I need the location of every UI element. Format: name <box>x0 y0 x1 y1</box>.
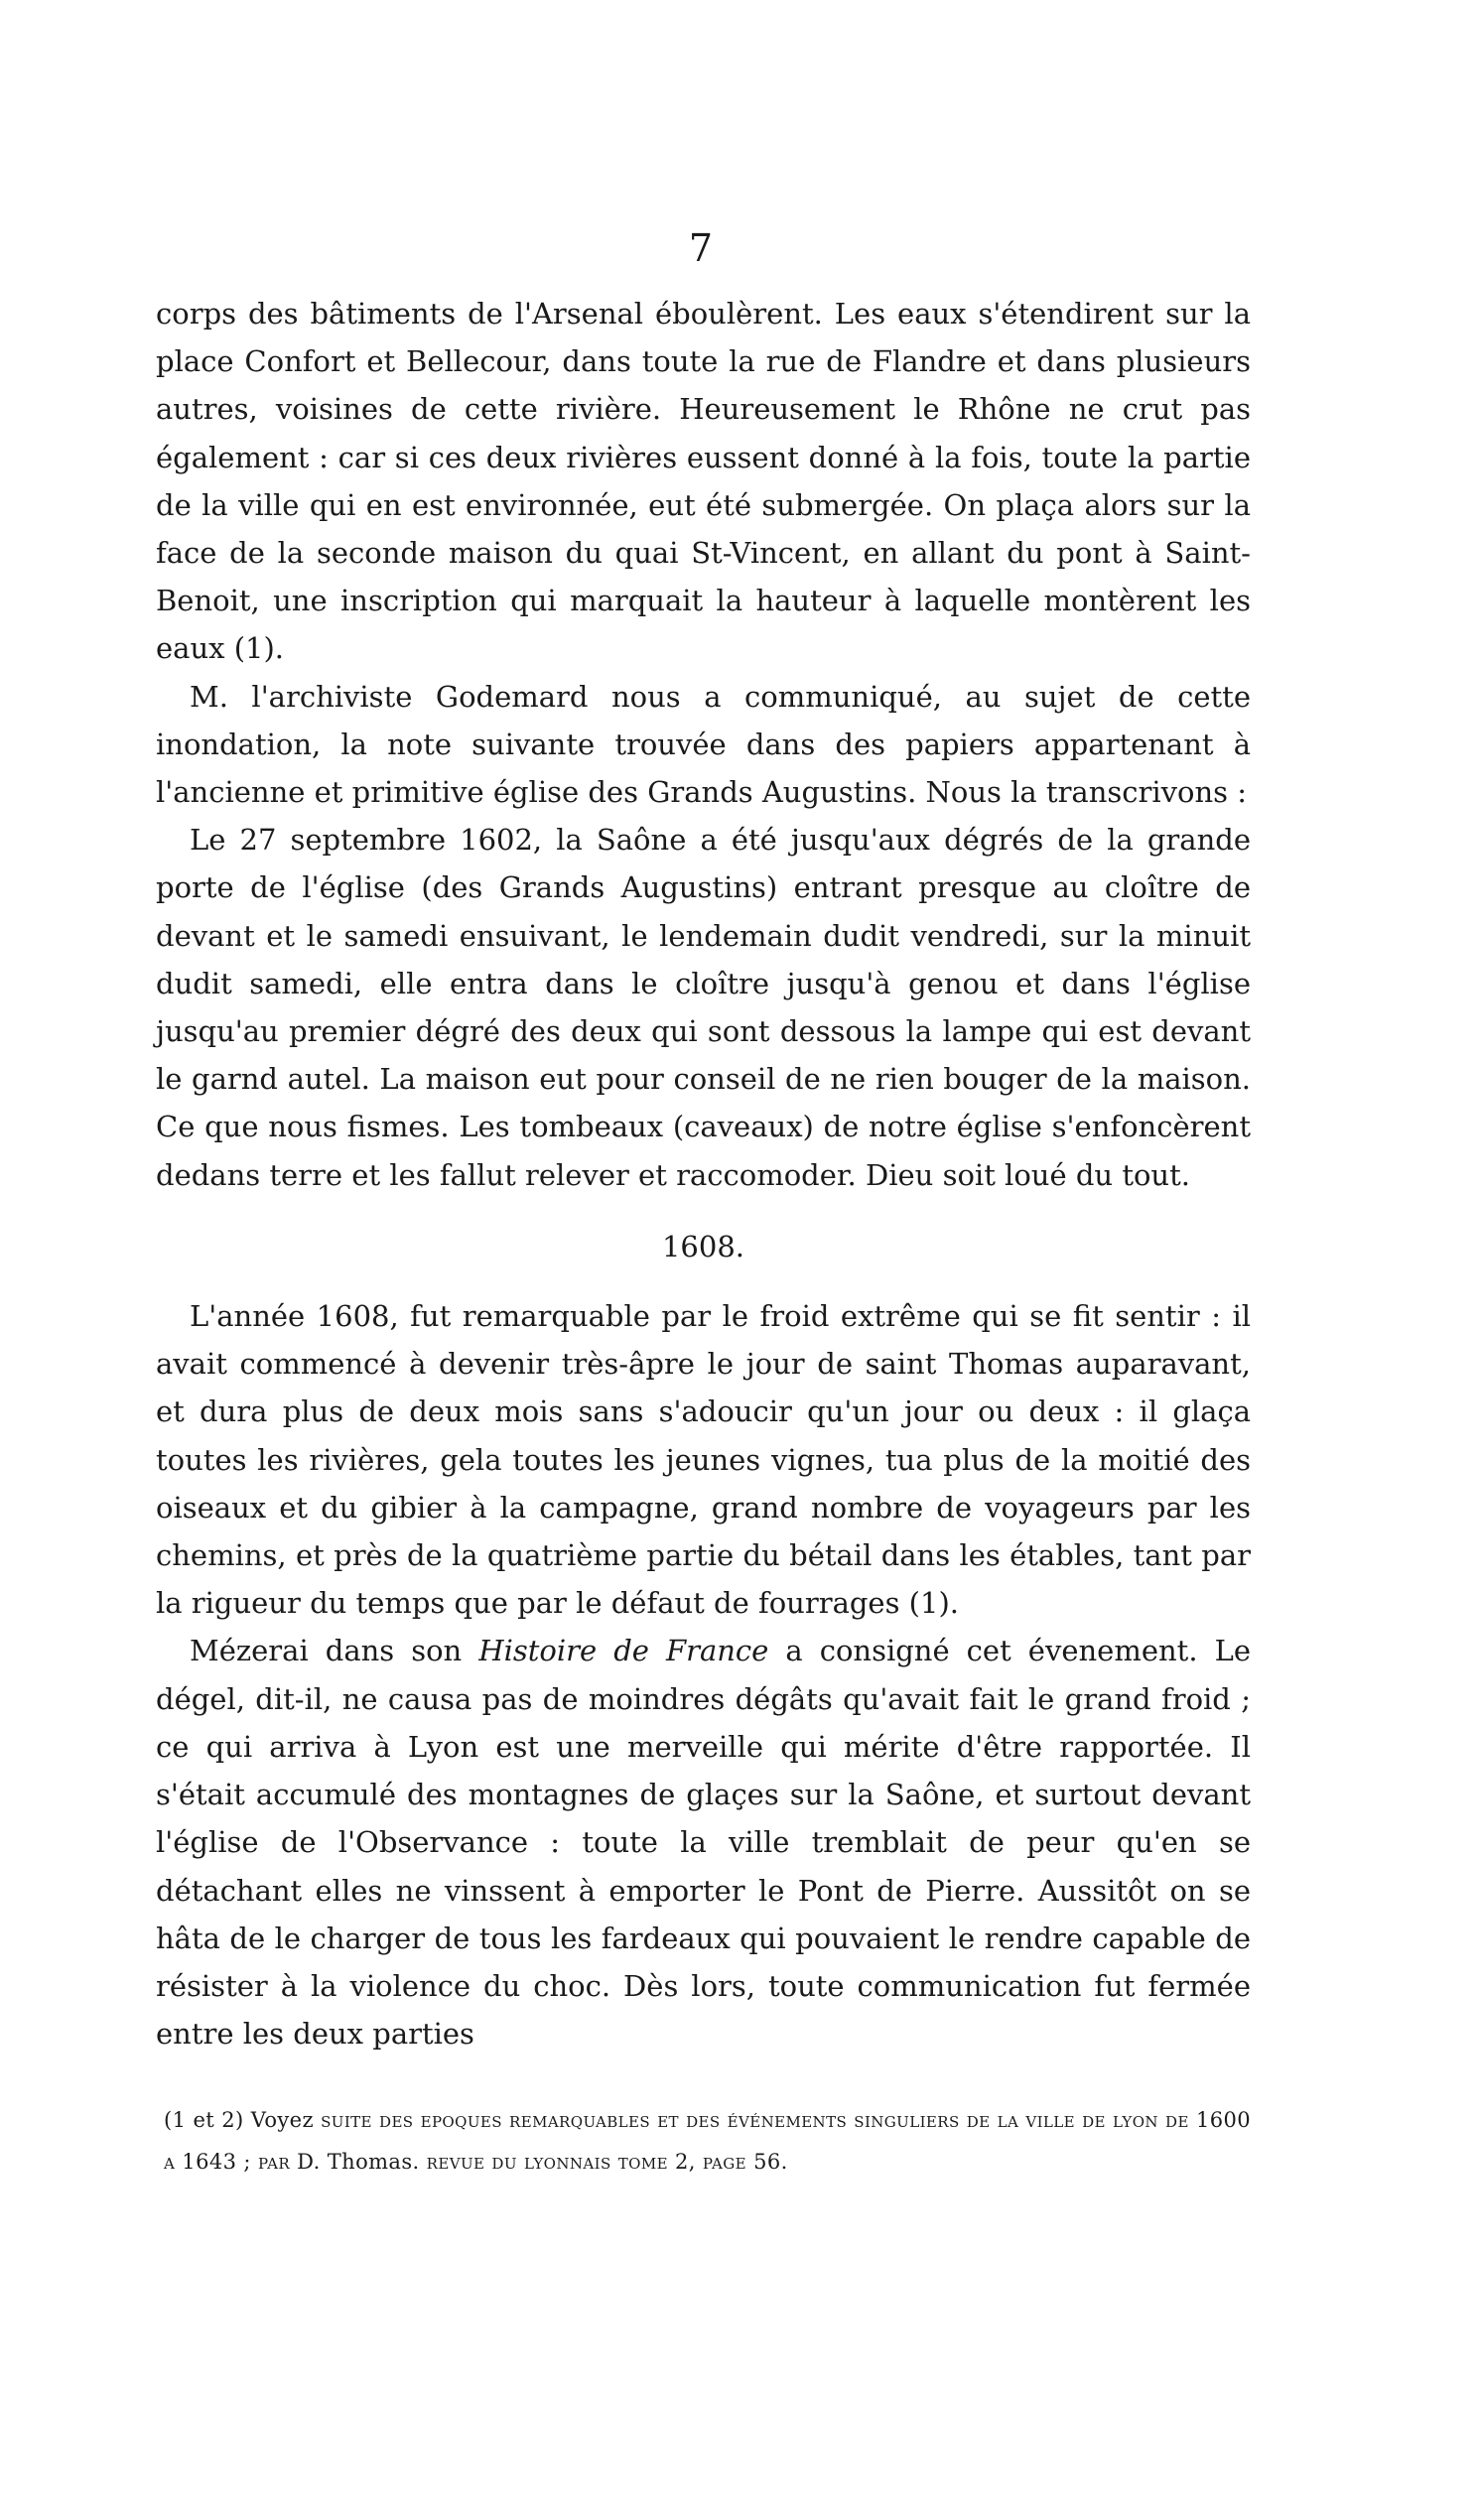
paragraph-mezerai <box>156 1627 1251 2057</box>
footnote <box>164 2099 1251 2183</box>
body-text <box>156 290 1251 2057</box>
paragraph-arsenal-flood: corps des bâtiments de l'Arsenal éboulèrent. Les eaux s'étendirent sur la place Confort et Bellecour, dans toute la rue de Flandre et dans plusieurs autres, voisines de cette rivière. Heureusement le Rhône ne crut pas également : car si ces deux rivières eussent donné à la fois, toute la partie de la ville qui en est environnée, eut été submergée. On plaça alors sur la face de la seconde maison du quai St-Vincent, en allant du pont à Saint-Benoit, une inscription qui marquait la hauteur à laquelle montèrent les eaux (1). <box>156 297 1251 666</box>
footnote-ref: (1 et 2) Voyez <box>164 2108 314 2132</box>
year-heading: 1608. <box>661 1229 745 1263</box>
footnote-author: D. Thomas. <box>297 2150 420 2174</box>
book-title-histoire-de-france: Histoire de France <box>478 1634 769 1668</box>
paragraph-godemard-note: M. l'archiviste Godemard nous a communiqué, au sujet de cette inondation, la note suivante trouvée dans des papiers appartenant à l'ancienne et primitive église des Grands Augustins. Nous la transcrivons : <box>156 679 1251 810</box>
mezerai-text-start: Mézerai dans son <box>190 1634 479 1668</box>
paragraph-cold-1608: L'année 1608, fut remarquable par le froid extrême qui se fit sentir : il avait commencé à devenir très-âpre le jour de saint Thomas auparavant, et dura plus de deux mois sans s'adoucir qu'un jour ou deux : il glaça toutes les rivières, gela toutes les jeunes vignes, tua plus de la moitié des oiseaux et du gibier à la campagne, grand nombre de voyageurs par les chemins, et près de la quatrième partie du bétail dans les étables, tant par la rigueur du temps que par le défaut de fourrages (1). <box>156 1299 1251 1621</box>
footnote-text: suite des epoques remarquables et des événements singuliers de la ville de lyon de 1600 a 1643 ; par <box>164 2108 1251 2174</box>
mezerai-text-rest: a consigné cet évenement. Le dégel, dit-il, ne causa pas de moindres dégâts qu'avait fait le grand froid ; ce qui arriva à Lyon est une merveille qui mérite d'être rapportée. Il s'était accumulé des montagnes de glaçes sur la Saône, et surtout devant l'église de l'Observance : toute la ville tremblait de peur qu'en se détachant elles ne vinssent à emporter le Pont de Pierre. Aussitôt on se hâta de le charger de tous les fardeaux qui pouvaient le rendre capable de résister à la violence du choc. Dès lors, toute communication fut fermée entre les deux parties <box>156 1634 1252 2052</box>
paragraph-augustins-transcription: Le 27 septembre 1602, la Saône a été jusqu'aux dégrés de la grande porte de l'église (des Grands Augustins) entrant presque au cloître de devant et le samedi ensuivant, le lendemain dudit vendredi, sur la minuit dudit samedi, elle entra dans le cloître jusqu'à genou et dans l'église jusqu'au premier dégré des deux qui sont dessous la lampe qui est devant le garnd autel. La maison eut pour conseil de ne rien bouger de la maison. Ce que nous fismes. Les tombeaux (caveaux) de notre église s'enfoncèrent dedans terre et les fallut relever et raccomoder. Dieu soit loué du tout. <box>156 823 1251 1192</box>
footnote-tail: revue du lyonnais tome 2, page 56. <box>419 2150 788 2174</box>
page-number: 7 <box>688 226 714 270</box>
